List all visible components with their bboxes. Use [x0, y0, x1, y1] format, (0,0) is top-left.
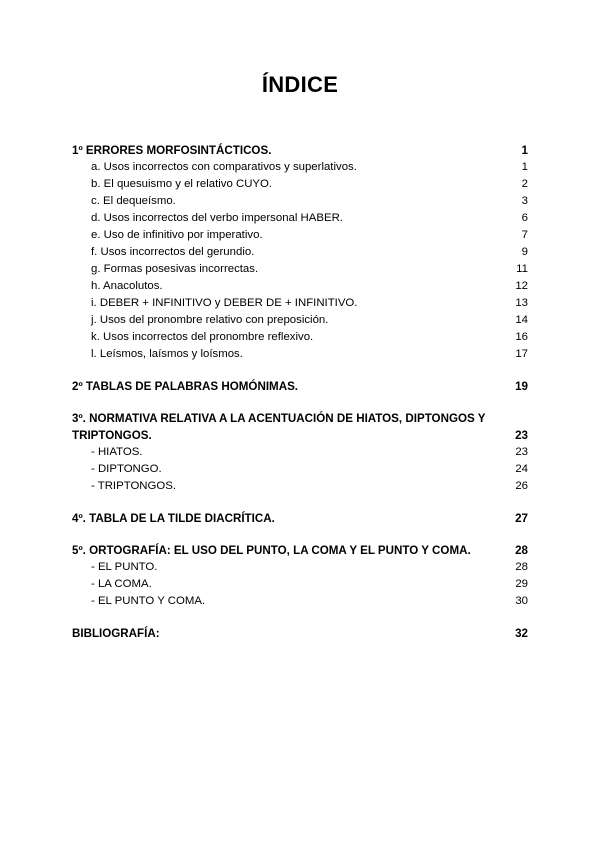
toc-page-number: 28 — [515, 544, 528, 557]
toc-section-bibliography[interactable] — [72, 625, 528, 642]
toc-item-label: h. Anacolutos. — [91, 280, 163, 292]
toc-item-label: - HIATOS. — [91, 446, 143, 458]
toc-page-number: 24 — [515, 463, 528, 475]
toc-item[interactable] — [72, 478, 528, 495]
toc-page-number: 6 — [521, 212, 528, 224]
page-title: ÍNDICE — [261, 72, 339, 97]
table-of-contents — [72, 142, 528, 642]
toc-section-5[interactable] — [72, 542, 528, 559]
toc-item[interactable] — [72, 461, 528, 478]
toc-page-number: 28 — [515, 561, 528, 573]
toc-page-number: 2 — [521, 178, 528, 190]
toc-section-label: 3º. NORMATIVA RELATIVA A LA ACENTUACIÓN DE HIATOS, DIPTONGOS Y TRIPTONGOS. — [72, 412, 489, 442]
toc-page-number: 23 — [515, 429, 528, 442]
toc-section-label: BIBLIOGRAFÍA: — [72, 627, 160, 640]
section-spacer — [72, 610, 528, 625]
toc-item-label: - LA COMA. — [91, 578, 152, 590]
toc-page-number: 16 — [515, 331, 528, 343]
toc-item[interactable] — [72, 329, 528, 346]
toc-page-number: 3 — [521, 195, 528, 207]
toc-section-3[interactable] — [72, 410, 528, 444]
toc-page-number: 26 — [515, 480, 528, 492]
toc-item-label: - EL PUNTO. — [91, 561, 158, 573]
toc-item-label: j. Usos del pronombre relativo con preposición. — [91, 314, 329, 326]
toc-page-number: 1 — [521, 144, 528, 157]
section-spacer — [72, 527, 528, 542]
toc-page-number: 23 — [515, 446, 528, 458]
toc-item[interactable] — [72, 346, 528, 363]
toc-item-label: e. Uso de infinitivo por imperativo. — [91, 229, 263, 241]
toc-page-number: 11 — [516, 263, 528, 275]
toc-item[interactable] — [72, 278, 528, 295]
toc-item-label: g. Formas posesivas incorrectas. — [91, 263, 259, 275]
toc-item-label: - TRIPTONGOS. — [91, 480, 177, 492]
toc-section-1[interactable] — [72, 142, 528, 159]
toc-page-number: 7 — [521, 229, 528, 241]
toc-item-label: - DIPTONGO. — [91, 463, 162, 475]
toc-page-number: 9 — [521, 246, 528, 258]
toc-item[interactable] — [72, 559, 528, 576]
toc-item-label: d. Usos incorrectos del verbo impersonal HABER. — [91, 212, 343, 224]
toc-section-label: 5º. ORTOGRAFÍA: EL USO DEL PUNTO, LA COMA Y EL PUNTO Y COMA. — [72, 544, 471, 557]
section-spacer — [72, 363, 528, 378]
toc-page-number: 12 — [515, 280, 528, 292]
toc-item[interactable] — [72, 576, 528, 593]
toc-page-number: 30 — [515, 595, 528, 607]
toc-item-label: i. DEBER + INFINITIVO y DEBER DE + INFINITIVO. — [91, 297, 358, 309]
toc-item[interactable] — [72, 193, 528, 210]
toc-section-label: 4º. TABLA DE LA TILDE DIACRÍTICA. — [72, 512, 275, 525]
toc-item[interactable] — [72, 444, 528, 461]
toc-item-label: b. El quesuismo y el relativo CUYO. — [91, 178, 273, 190]
toc-item[interactable] — [72, 176, 528, 193]
toc-item[interactable] — [72, 210, 528, 227]
section-spacer — [72, 395, 528, 410]
toc-page-number: 14 — [515, 314, 528, 326]
toc-page-number: 17 — [515, 348, 528, 360]
toc-item-label: l. Leísmos, laísmos y loísmos. — [91, 348, 243, 360]
toc-section-2[interactable] — [72, 378, 528, 395]
toc-item[interactable] — [72, 261, 528, 278]
toc-item-label: f. Usos incorrectos del gerundio. — [91, 246, 255, 258]
toc-item[interactable] — [72, 593, 528, 610]
toc-page-number: 19 — [515, 380, 528, 393]
toc-section-4[interactable] — [72, 510, 528, 527]
toc-item[interactable] — [72, 295, 528, 312]
toc-item-label: c. El dequeísmo. — [91, 195, 176, 207]
toc-page-number: 13 — [515, 297, 528, 309]
toc-section-label: 1º ERRORES MORFOSINTÁCTICOS. — [72, 144, 272, 157]
toc-item[interactable] — [72, 227, 528, 244]
toc-item[interactable] — [72, 244, 528, 261]
toc-item-label: a. Usos incorrectos con comparativos y superlativos. — [91, 161, 357, 173]
toc-item-label: - EL PUNTO Y COMA. — [91, 595, 206, 607]
section-spacer — [72, 495, 528, 510]
toc-page-number: 29 — [515, 578, 528, 590]
toc-item[interactable] — [72, 312, 528, 329]
toc-item-label: k. Usos incorrectos del pronombre reflexivo. — [91, 331, 314, 343]
toc-page-number: 27 — [515, 512, 528, 525]
toc-section-label: 2º TABLAS DE PALABRAS HOMÓNIMAS. — [72, 380, 299, 393]
toc-page-number: 1 — [521, 161, 528, 173]
toc-item[interactable] — [72, 159, 528, 176]
toc-page-number: 32 — [515, 627, 528, 640]
